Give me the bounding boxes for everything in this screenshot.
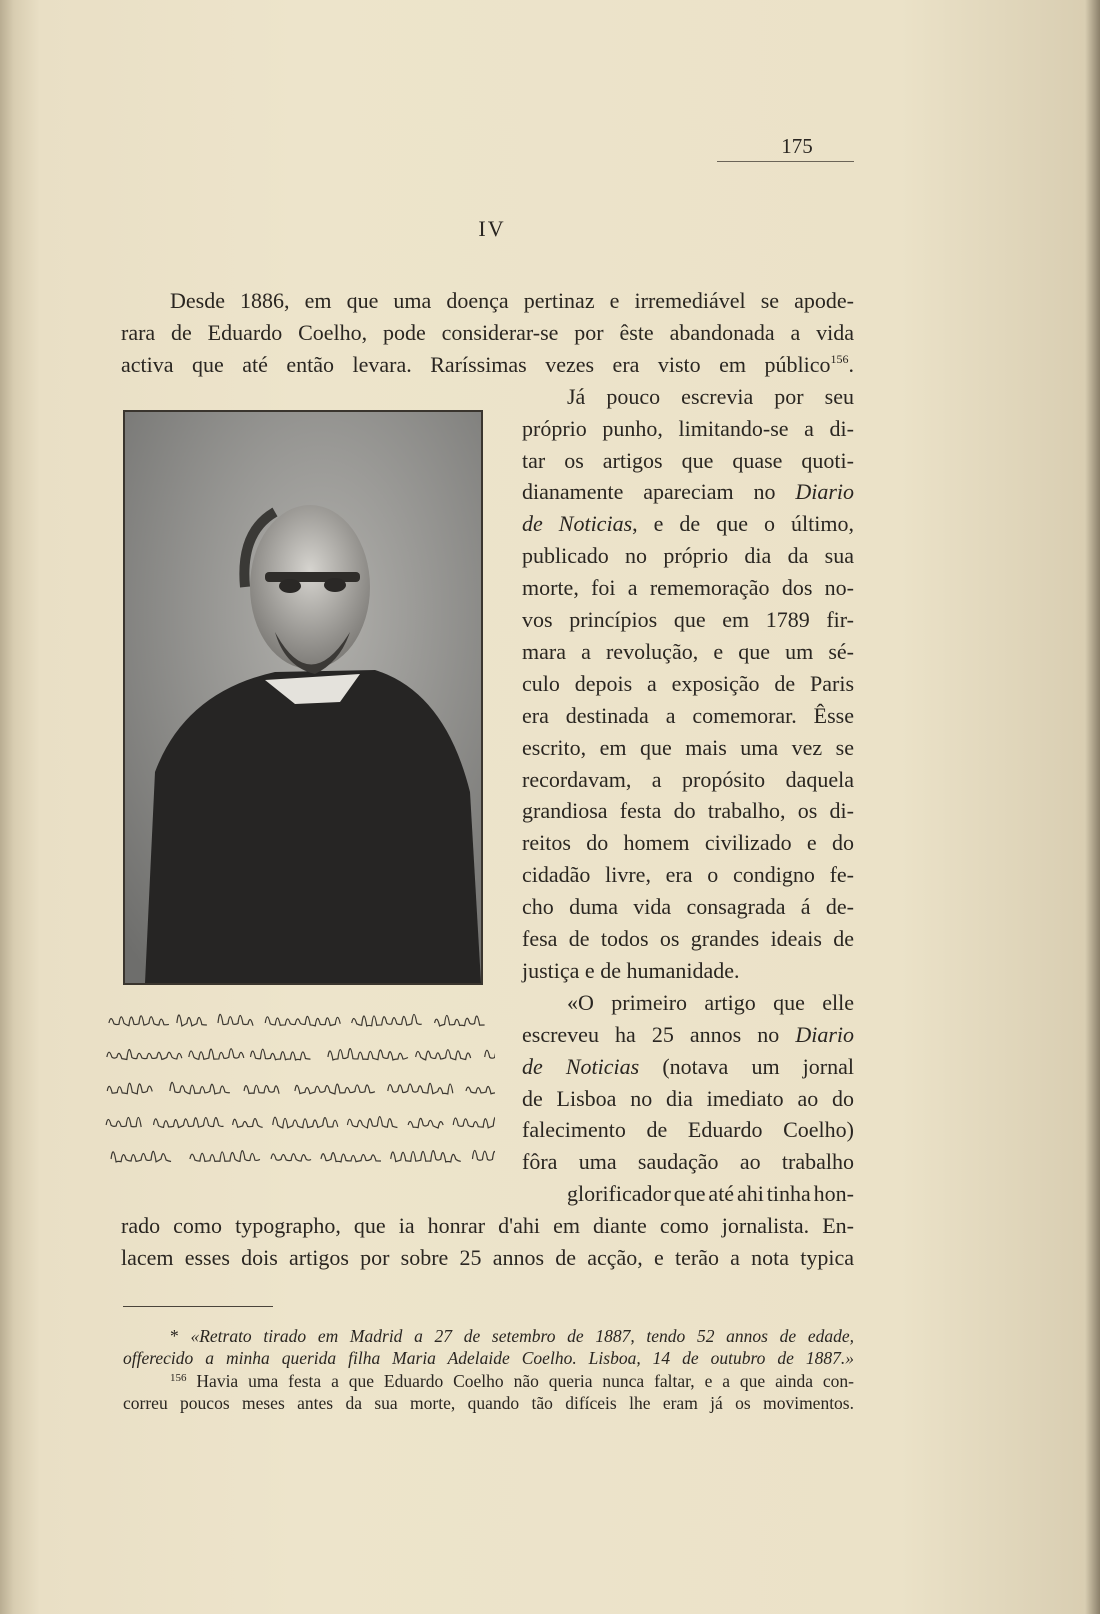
body-line <box>522 476 854 508</box>
text-segment: mara a revolução, e que um sé- <box>522 638 854 664</box>
text-segment: fôra uma saudação ao trabalho <box>522 1149 854 1175</box>
handwriting-stroke <box>106 1117 141 1127</box>
handwritten-inscription <box>100 1005 495 1175</box>
body-line <box>522 1051 854 1083</box>
text-segment: escreveu ha 25 annos no <box>522 1021 796 1047</box>
handwriting-stroke <box>416 1050 471 1060</box>
handwriting-stroke <box>347 1117 397 1128</box>
body-line <box>522 795 854 827</box>
text-segment: Já pouco escrevia por seu <box>567 383 854 409</box>
footnote-text: offerecido a minha querida filha Maria Adelaide Coelho. Lisboa, 14 de outubro de 1887.» <box>123 1348 854 1368</box>
handwriting-stroke <box>111 1151 171 1162</box>
body-line <box>567 1178 854 1210</box>
page-number-rule <box>717 161 854 162</box>
text-segment: (notava um jornal <box>639 1053 854 1079</box>
text-segment: . <box>848 351 854 377</box>
text-segment: falecimento de Eduardo Coelho) <box>522 1117 854 1143</box>
text-segment: rara de Eduardo Coelho, pode considerar-se por êste abandonada a vida <box>121 319 854 345</box>
handwriting-stroke <box>352 1014 422 1025</box>
footnote-line <box>123 1392 854 1414</box>
handwriting-stroke <box>250 1049 310 1060</box>
text-segment: rado como typographo, que ia honrar d'ahi em diante como jornalista. En- <box>121 1213 854 1239</box>
handwriting-stroke <box>154 1118 224 1128</box>
handwriting-stroke <box>408 1118 443 1128</box>
body-line <box>121 317 854 349</box>
body-line <box>567 381 854 413</box>
footnote-text: correu poucos meses antes da sua morte, quando tão difíceis lhe eram já os movimentos. <box>123 1393 854 1413</box>
body-line <box>170 285 854 317</box>
handwriting-stroke <box>218 1014 253 1025</box>
handwriting-stroke <box>189 1049 244 1060</box>
handwriting-stroke <box>328 1049 408 1060</box>
footnote-number: 156 <box>170 1372 187 1384</box>
body-line <box>522 891 854 923</box>
text-segment: morte, foi a rememoração dos no- <box>522 575 854 601</box>
body-line <box>522 636 854 668</box>
handwriting-stroke <box>295 1084 375 1094</box>
text-segment: activa que até então levara. Raríssimas vezes era visto em público <box>121 351 831 377</box>
text-segment: justiça e de humanidade. <box>522 957 740 983</box>
handwriting-stroke <box>466 1083 495 1094</box>
handwriting-stroke <box>391 1151 461 1162</box>
body-line <box>522 859 854 891</box>
body-line <box>522 540 854 572</box>
body-line <box>522 1083 854 1115</box>
italic-text: Diario <box>795 479 854 505</box>
italic-text: Diario <box>795 1021 854 1047</box>
handwriting-stroke <box>321 1153 381 1162</box>
body-line <box>522 764 854 796</box>
handwriting-stroke <box>233 1119 263 1128</box>
text-segment: fesa de todos os grandes ideais de <box>522 926 854 951</box>
handwriting-stroke <box>388 1083 453 1094</box>
body-line <box>522 923 854 955</box>
body-line <box>522 413 854 445</box>
text-segment: culo depois a exposição de Paris <box>522 670 854 696</box>
body-line <box>121 349 854 381</box>
handwriting-stroke <box>271 1154 311 1161</box>
handwriting-stroke <box>107 1049 182 1059</box>
handwriting-stroke <box>273 1117 338 1128</box>
handwriting-stroke <box>244 1085 279 1093</box>
body-line <box>522 1019 854 1051</box>
handwriting-stroke <box>485 1049 495 1059</box>
body-line <box>522 445 854 477</box>
text-segment: cidadão livre, era o condigno fe- <box>522 862 854 888</box>
footnote-text: * <box>170 1326 191 1346</box>
footnote-rule <box>123 1306 273 1307</box>
text-segment: «O primeiro artigo que elle <box>567 989 854 1015</box>
text-segment: dianamente apareciam no <box>522 479 796 505</box>
handwriting-stroke <box>177 1015 207 1026</box>
body-line <box>567 987 854 1019</box>
body-line <box>522 827 854 859</box>
text-segment: grandiosa festa do trabalho, os di- <box>522 798 854 824</box>
body-line <box>522 1114 854 1146</box>
handwriting-stroke <box>170 1082 230 1094</box>
body-line <box>522 732 854 764</box>
italic-text: de Noticias <box>522 1053 640 1079</box>
handwriting-stroke <box>435 1015 485 1026</box>
body-line <box>522 604 854 636</box>
italic-text: de Noticias <box>522 511 633 537</box>
body-line <box>522 508 854 540</box>
body-line <box>522 668 854 700</box>
text-segment: vos princípios que em 1789 fir- <box>522 607 854 632</box>
text-segment: tar os artigos que quase quoti- <box>522 447 854 473</box>
text-segment: Desde 1886, em que uma doença pertinaz e irremediável se apode- <box>170 288 854 313</box>
body-line <box>121 1210 854 1242</box>
text-segment: recordavam, a propósito daquela <box>522 766 854 792</box>
footnote-line <box>170 1370 854 1392</box>
footnote-text: Havia uma festa a que Eduardo Coelho não queria nunca faltar, e a que ainda con- <box>186 1371 854 1391</box>
chapter-heading: IV <box>478 216 506 241</box>
body-line <box>522 572 854 604</box>
handwriting-stroke <box>472 1150 495 1161</box>
text-segment: reitos do homem civilizado e do <box>522 830 854 856</box>
handwriting-stroke <box>453 1117 495 1128</box>
footnote-line <box>123 1347 854 1369</box>
page-number: 175 <box>781 134 813 158</box>
footnote-reference: 156 <box>830 351 849 366</box>
text-segment: lacem esses dois artigos por sobre 25 annos de acção, e terão a nota typica <box>121 1245 854 1270</box>
body-line <box>522 700 854 732</box>
body-line <box>121 1242 854 1274</box>
text-segment: glorificador que até ahi tinha hon- <box>567 1181 854 1207</box>
handwriting-stroke <box>107 1083 152 1094</box>
body-line <box>522 955 854 987</box>
footnote-text: «Retrato tirado em Madrid a 27 de setembro de 1887, tendo 52 annos de edade, <box>190 1326 854 1346</box>
footnote-line <box>170 1325 854 1347</box>
text-segment: próprio punho, limitando-se a di- <box>522 415 854 441</box>
handwriting-stroke <box>190 1151 260 1162</box>
handwriting-stroke <box>265 1016 340 1025</box>
portrait-photo <box>123 410 483 985</box>
text-segment: cho duma vida consagrada á de- <box>522 894 854 920</box>
text-segment: publicado no próprio dia da sua <box>522 543 854 569</box>
text-segment: escrito, em que mais uma vez se <box>522 734 854 760</box>
text-segment: de Lisboa no dia imediato ao do <box>522 1085 854 1111</box>
text-segment: era destinada a comemorar. Êsse <box>522 702 854 728</box>
text-segment: , e de que o último, <box>632 511 854 537</box>
handwriting-stroke <box>109 1016 169 1026</box>
body-line <box>522 1146 854 1178</box>
